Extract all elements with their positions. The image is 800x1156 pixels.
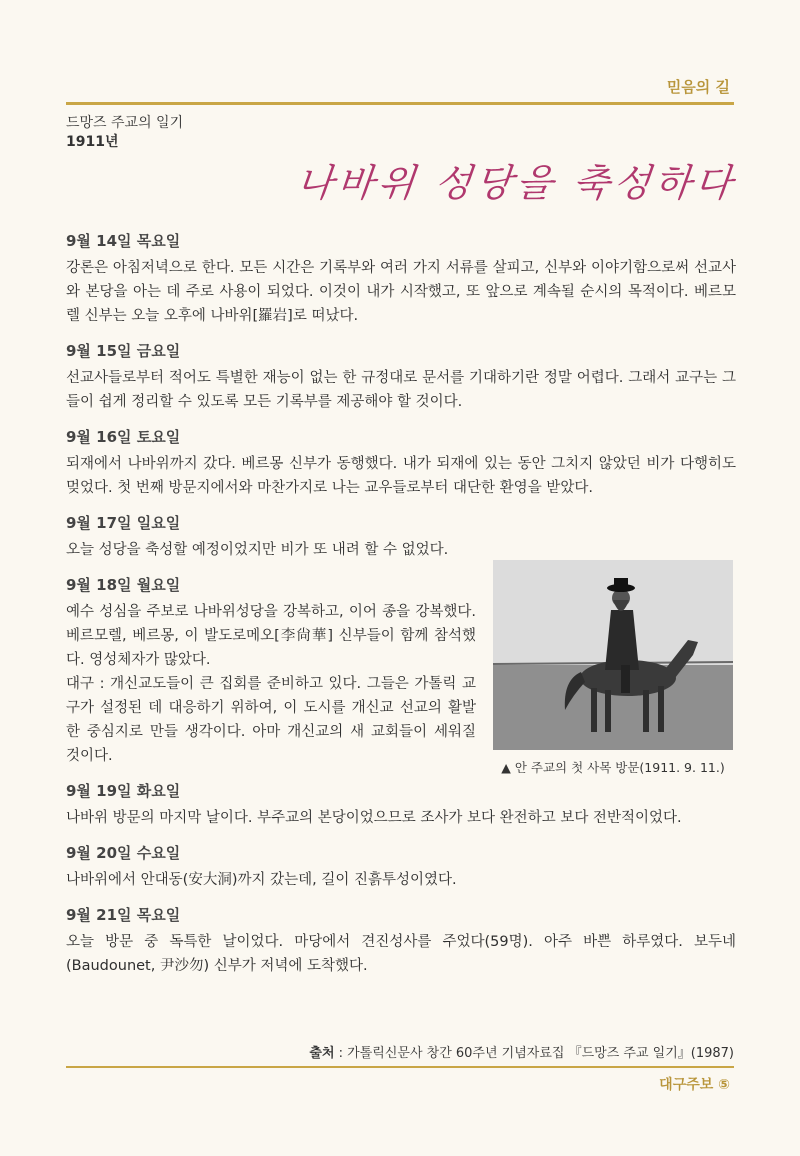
bishop-on-horse-photo xyxy=(493,560,733,750)
entry-sep-15 xyxy=(66,340,736,414)
page-footer: 대구주보 ⑤ xyxy=(659,1077,730,1093)
entry-sep-17 xyxy=(66,512,736,562)
entry-date: 9월 16일 토요일 xyxy=(66,428,181,446)
entry-date: 9월 14일 목요일 xyxy=(66,232,181,250)
entry-sep-21 xyxy=(66,904,736,978)
entry-date: 9월 20일 수요일 xyxy=(66,844,181,862)
section-tag: 믿음의 길 xyxy=(666,78,730,96)
entry-sep-16 xyxy=(66,426,736,500)
series-title: 드망즈 주교의 일기 xyxy=(66,115,184,131)
photo-caption: ▲ 안 주교의 첫 사목 방문(1911. 9. 11.) xyxy=(501,760,725,775)
source-note xyxy=(309,1042,734,1061)
entry-text: 예수 성심을 주보로 나바위성당을 강복하고, 이어 종을 강복했다. 베르모렐, 베르몽, 이 발도로메오[李尙華] 신부들이 함께 참석했다. 영성체자가 많았다. xyxy=(66,604,476,668)
entry-text: 나바위 방문의 마지막 날이다. 부주교의 본당이었으므로 조사가 보다 완전하고 보다 전반적이었다. xyxy=(66,810,682,826)
source-label: 출처 xyxy=(309,1046,335,1061)
entry-text: 오늘 방문 중 독특한 날이었다. 마당에서 견진성사를 주었다(59명). 아주 바쁜 하루였다. 보두네(Baudounet, 尹沙勿) 신부가 저녁에 도착했다. xyxy=(66,934,736,974)
entry-date: 9월 19일 화요일 xyxy=(66,782,181,800)
top-divider xyxy=(66,102,734,105)
page-title: 나바위 성당을 축성하다 xyxy=(294,161,738,205)
series-year: 1911년 xyxy=(66,134,119,150)
horse-rider-illustration xyxy=(493,560,733,750)
source-text: : 가톨릭신문사 창간 60주년 기념자료집 『드망즈 주교 일기』(1987) xyxy=(334,1046,734,1061)
entry-text: 강론은 아침저녁으로 한다. 모든 시간은 기록부와 여러 가지 서류를 살피고, 신부와 이야기함으로써 선교사와 본당을 아는 데 주로 사용이 되었다. 이것이 내가 시작했고, 또 앞으로 계속될 순시의 목적이다. 베르모렐 신부는 오늘 오후에 나바위[羅岩]로 떠났다. xyxy=(66,260,736,324)
entry-date: 9월 21일 목요일 xyxy=(66,906,181,924)
entry-text: 오늘 성당을 축성할 예정이었지만 비가 또 내려 할 수 없었다. xyxy=(66,542,449,558)
entry-date: 9월 18일 월요일 xyxy=(66,576,181,594)
entry-date: 9월 15일 금요일 xyxy=(66,342,181,360)
bottom-divider xyxy=(66,1066,734,1068)
entry-text: 나바위에서 안대동(安大洞)까지 갔는데, 길이 진흙투성이였다. xyxy=(66,872,457,888)
entry-text: 되재에서 나바위까지 갔다. 베르몽 신부가 동행했다. 내가 되재에 있는 동안 그치지 않았던 비가 다행히도 멎었다. 첫 번째 방문지에서와 마찬가지로 나는 교우들로부터 대단한 환영을 받았다. xyxy=(66,456,736,496)
entry-text: 선교사들로부터 적어도 특별한 재능이 없는 한 규정대로 문서를 기대하기란 정말 어렵다. 그래서 교구는 그들이 쉽게 정리할 수 있도록 모든 기록부를 제공해야 할 것이다. xyxy=(66,370,736,410)
entry-date: 9월 17일 일요일 xyxy=(66,514,181,532)
entry-sep-19 xyxy=(66,780,736,830)
entry-sep-20 xyxy=(66,842,736,892)
entry-sep-14 xyxy=(66,230,736,328)
entry-text-daegu: 대구 : 개신교도들이 큰 집회를 준비하고 있다. 그들은 가톨릭 교구가 설정된 데 대응하기 위하여, 이 도시를 개신교 선교의 활발한 중심지로 만들 생각이다. 아마 개신교의 새 교회들이 세워질 것이다. xyxy=(66,676,476,764)
